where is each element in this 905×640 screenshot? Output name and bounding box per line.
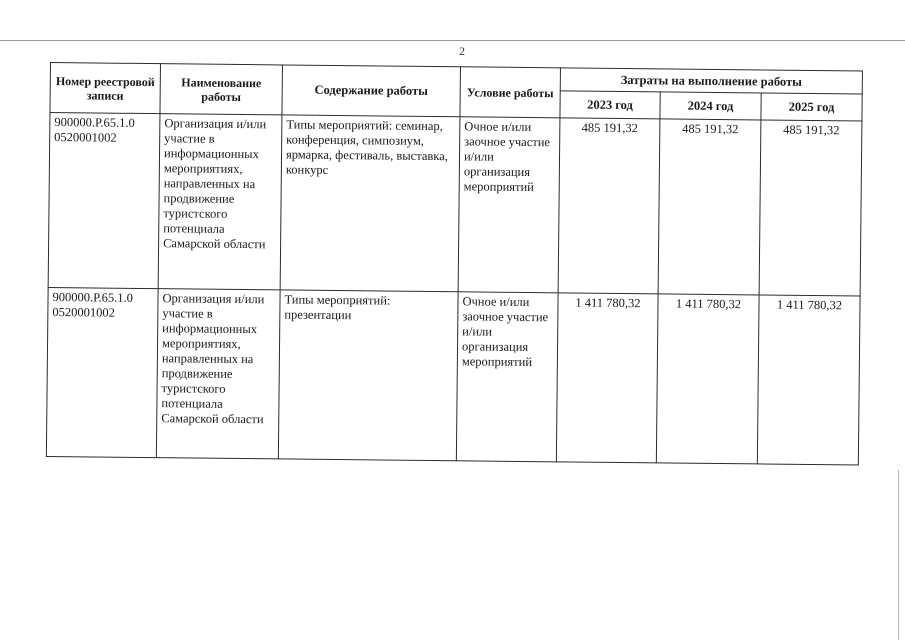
cell-registry-number: 900000.Р.65.1.0 0520001002 <box>48 113 160 289</box>
page-number: 2 <box>459 44 465 58</box>
cell-work-name: Организация и/или участие в информационных мероприятиях, направленных на продвижение туристского потенциала Самарской области <box>158 114 282 290</box>
cell-work-conditions: Очное и/или заочное участие и/или организация мероприятий <box>456 292 558 462</box>
header-work-content: Содержание работы <box>282 65 461 117</box>
cell-cost-2024: 485 191,32 <box>658 119 761 295</box>
header-row-top <box>50 63 862 95</box>
header-work-conditions: Условие работы <box>460 67 561 118</box>
document-sheet <box>46 62 863 465</box>
header-registry-number: Номер реестровой записи <box>50 63 161 114</box>
header-year-2023: 2023 год <box>560 91 660 119</box>
cell-cost-2023: 1 411 780,32 <box>556 293 658 463</box>
cell-work-conditions: Очное и/или заочное участие и/или организация мероприятий <box>458 117 560 293</box>
cell-work-name: Организация и/или участие в информационных мероприятиях, направленных на продвижение туристского потенциала Самарской области <box>156 289 280 459</box>
cell-work-content: Типы мероприятий: семинар, конференция, симпозиум, ярмарка, фестиваль, выставка, конкурс <box>280 115 460 292</box>
cell-cost-2023: 485 191,32 <box>558 118 660 294</box>
costs-table <box>46 62 863 465</box>
scan-edge-top <box>0 40 905 41</box>
table-row <box>46 287 860 464</box>
header-year-2025: 2025 год <box>761 93 862 121</box>
table-row <box>48 113 862 296</box>
header-year-2024: 2024 год <box>660 92 761 120</box>
cell-cost-2025: 1 411 780,32 <box>757 295 860 465</box>
cell-work-content: Типы мероприятий: презентации <box>278 290 458 461</box>
cell-cost-2024: 1 411 780,32 <box>656 294 759 464</box>
cell-registry-number: 900000.Р.65.1.0 0520001002 <box>46 287 158 457</box>
scan-edge-right <box>898 470 899 640</box>
cell-cost-2025: 485 191,32 <box>759 120 862 296</box>
header-work-name: Наименование работы <box>160 64 283 115</box>
header-costs-group: Затраты на выполнение работы <box>560 68 862 94</box>
